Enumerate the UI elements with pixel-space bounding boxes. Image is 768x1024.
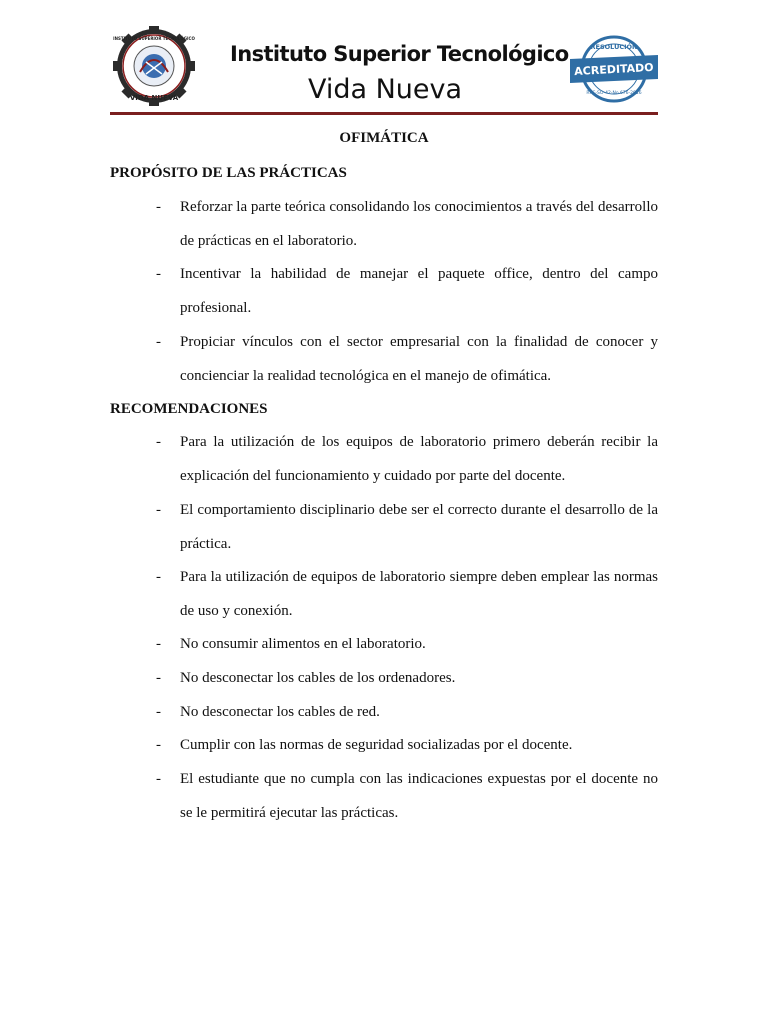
section-heading-purpose: PROPÓSITO DE LAS PRÁCTICAS: [110, 165, 347, 181]
list-item-text: Propiciar vínculos con el sector empresarial con la finalidad de conocer y concienciar la realidad tecnológica en el manejo de ofimática.: [180, 334, 658, 384]
institution-name: Instituto Superior Tecnológico: [230, 42, 569, 66]
bullet-dash: -: [156, 502, 161, 518]
list-item-text: No desconectar los cables de red.: [180, 704, 380, 720]
bullet-dash: -: [156, 434, 161, 450]
list-item-text: El estudiante que no cumpla con las indicaciones expuestas por el docente no se le permitirá ejecutar las prácticas.: [180, 771, 658, 821]
bullet-dash: -: [156, 569, 161, 585]
accreditation-seal: [568, 34, 660, 104]
bullet-dash: -: [156, 737, 161, 753]
list-item-text: El comportamiento disciplinario debe ser el correcto durante el desarrollo de la práctica.: [180, 502, 658, 552]
bullet-dash: -: [156, 704, 161, 720]
seal-banner-text: ACREDITADO: [573, 60, 654, 79]
list-item-text: No desconectar los cables de los ordenadores.: [180, 670, 456, 686]
bullet-dash: -: [156, 334, 161, 350]
list-item-text: Para la utilización de equipos de laboratorio siempre deben emplear las normas de uso y conexión.: [180, 569, 658, 619]
seal-top-text: RESOLUCIÓN: [590, 43, 638, 51]
list-item-text: Cumplir con las normas de seguridad socializadas por el docente.: [180, 737, 573, 753]
bullet-dash: -: [156, 771, 161, 787]
logo-ring-text: INSTITUTO SUPERIOR TECNOLÓGICO: [113, 36, 195, 41]
section-heading-recommendations: RECOMENDACIONES: [110, 401, 268, 417]
list-item-text: No consumir alimentos en el laboratorio.: [180, 636, 426, 652]
institute-logo: [110, 26, 198, 106]
institution-subtitle: Vida Nueva: [307, 74, 463, 105]
logo-bottom-text: VIDA NUEVA: [129, 94, 179, 102]
bullet-dash: -: [156, 199, 161, 215]
document-title: OFIMÁTICA: [339, 130, 429, 146]
list-item-text: Reforzar la parte teórica consolidando los conocimientos a través del desarrollo de prácticas en el laboratorio.: [180, 199, 658, 249]
bullet-dash: -: [156, 670, 161, 686]
bullet-dash: -: [156, 266, 161, 282]
bullet-dash: -: [156, 636, 161, 652]
list-item-text: Incentivar la habilidad de manejar el paquete office, dentro del campo profesional.: [180, 266, 658, 316]
list-item-text: Para la utilización de los equipos de laboratorio primero deberán recibir la explicación del funcionamiento y cuidado por parte del docente.: [180, 434, 658, 484]
header-divider: [110, 112, 658, 115]
seal-bottom-text: RPC-SO-42-No.676-2016: [586, 91, 642, 96]
